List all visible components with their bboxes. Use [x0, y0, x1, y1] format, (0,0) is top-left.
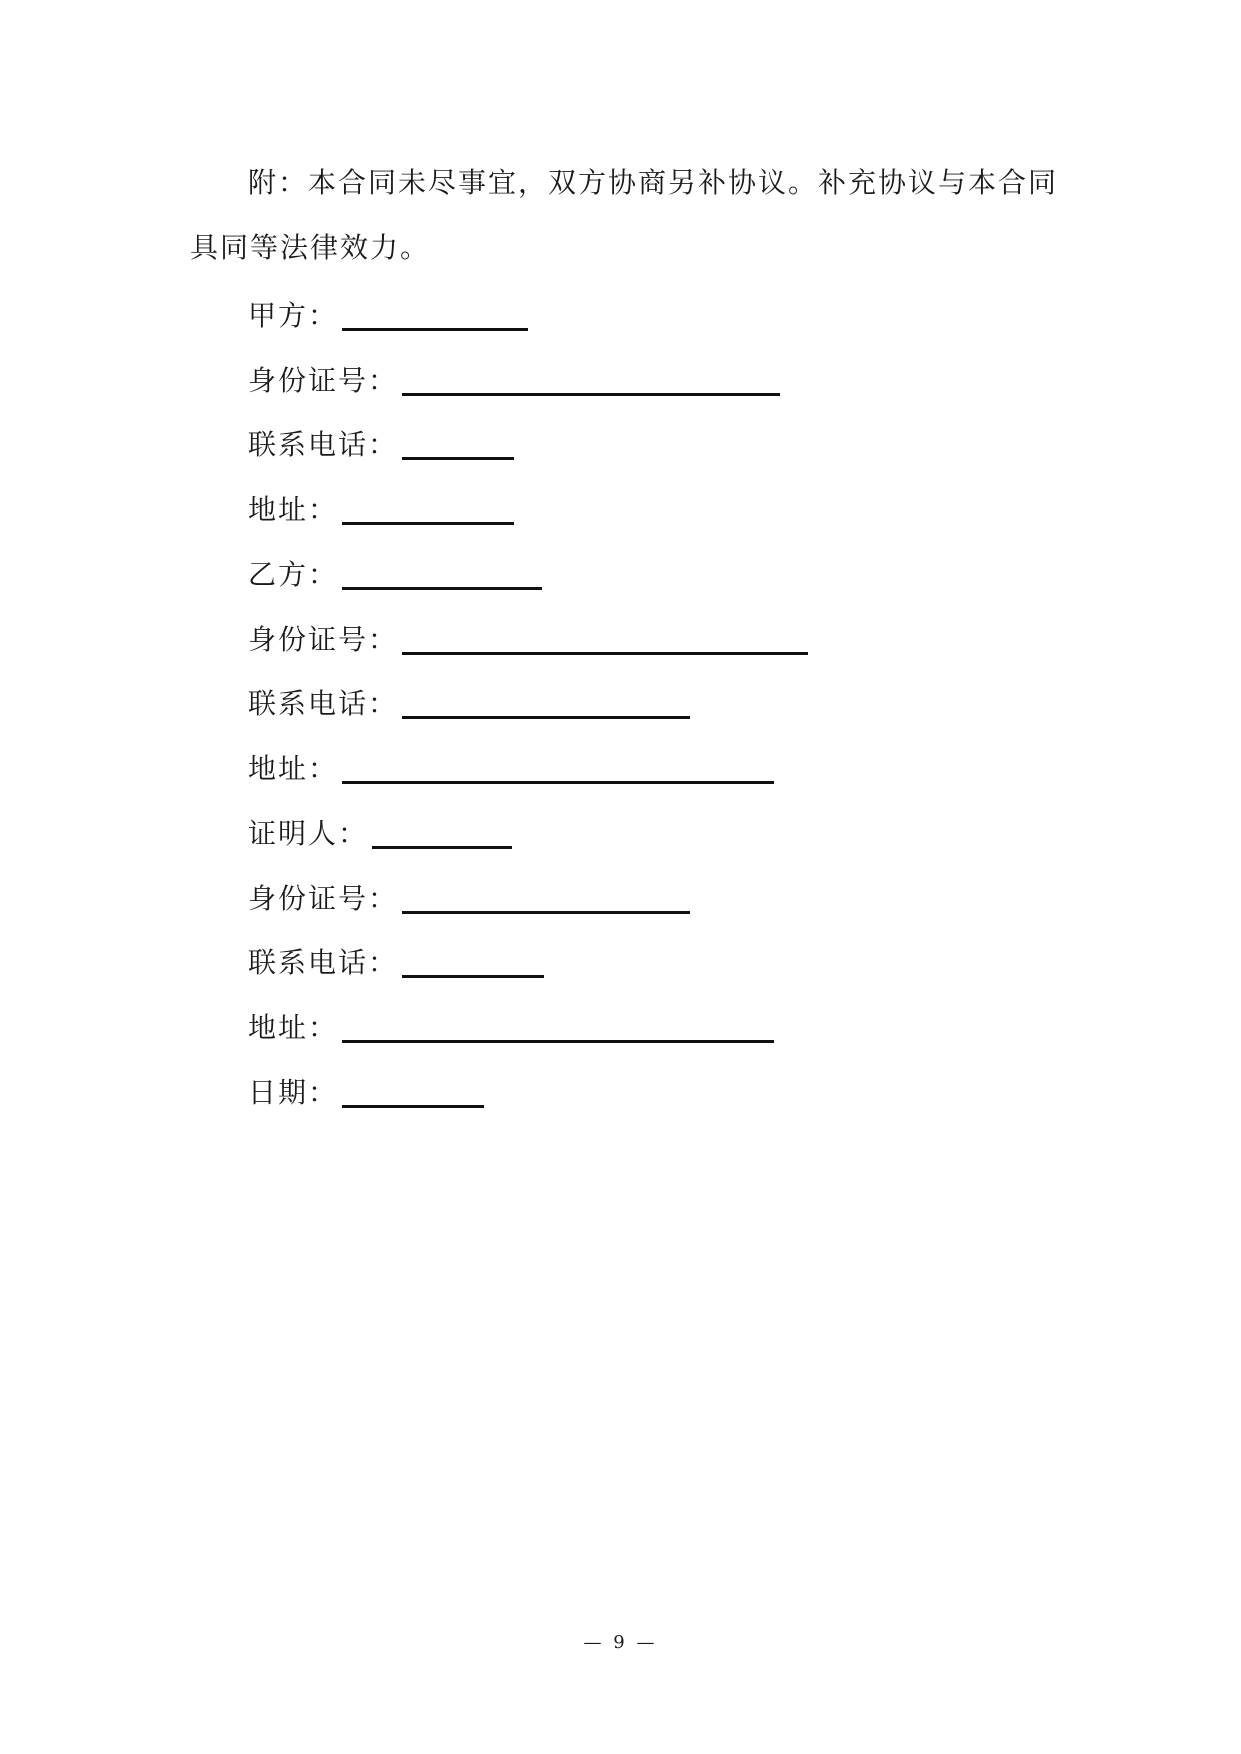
party-b-phone-blank[interactable]: [402, 692, 690, 719]
appendix-text: 附：本合同未尽事宜，双方协商另补协议。补充协议与本合同具同等法律效力。: [190, 166, 1059, 264]
party-b-address-field: [248, 749, 774, 789]
party-b-label: 乙方：: [248, 558, 339, 591]
party-a-address-field: [248, 490, 514, 530]
party-a-id-label: 身份证号：: [248, 364, 399, 397]
party-b-address-blank[interactable]: [342, 757, 774, 784]
witness-phone-blank[interactable]: [402, 951, 544, 978]
party-b-id-label: 身份证号：: [248, 623, 399, 656]
date-label: 日期：: [248, 1076, 339, 1109]
party-b-phone-field: [248, 684, 690, 724]
party-a-address-label: 地址：: [248, 493, 339, 526]
witness-blank[interactable]: [372, 822, 512, 849]
witness-label: 证明人：: [248, 817, 369, 850]
witness-address-label: 地址：: [248, 1011, 339, 1044]
witness-address-field: [248, 1008, 774, 1048]
page-number: — 9 —: [583, 1632, 658, 1653]
party-b-address-label: 地址：: [248, 752, 339, 785]
party-a-address-blank[interactable]: [342, 498, 514, 525]
party-a-phone-field: [248, 425, 514, 465]
party-a-field: [248, 296, 528, 336]
witness-id-blank[interactable]: [402, 887, 690, 914]
party-a-phone-label: 联系电话：: [248, 428, 399, 461]
party-a-label: 甲方：: [248, 299, 339, 332]
witness-phone-label: 联系电话：: [248, 946, 399, 979]
date-blank[interactable]: [342, 1081, 484, 1108]
witness-phone-field: [248, 943, 544, 983]
party-a-blank[interactable]: [342, 304, 528, 331]
appendix-paragraph: [190, 150, 1060, 280]
party-b-phone-label: 联系电话：: [248, 687, 399, 720]
witness-address-blank[interactable]: [342, 1016, 774, 1043]
date-field: [248, 1073, 484, 1113]
party-a-phone-blank[interactable]: [402, 433, 514, 460]
party-b-field: [248, 555, 542, 595]
party-a-id-blank[interactable]: [402, 369, 780, 396]
witness-id-field: [248, 879, 690, 919]
party-b-id-field: [248, 620, 808, 660]
party-b-id-blank[interactable]: [402, 628, 808, 655]
party-b-blank[interactable]: [342, 563, 542, 590]
witness-field: [248, 814, 512, 854]
witness-id-label: 身份证号：: [248, 882, 399, 915]
party-a-id-field: [248, 361, 780, 401]
